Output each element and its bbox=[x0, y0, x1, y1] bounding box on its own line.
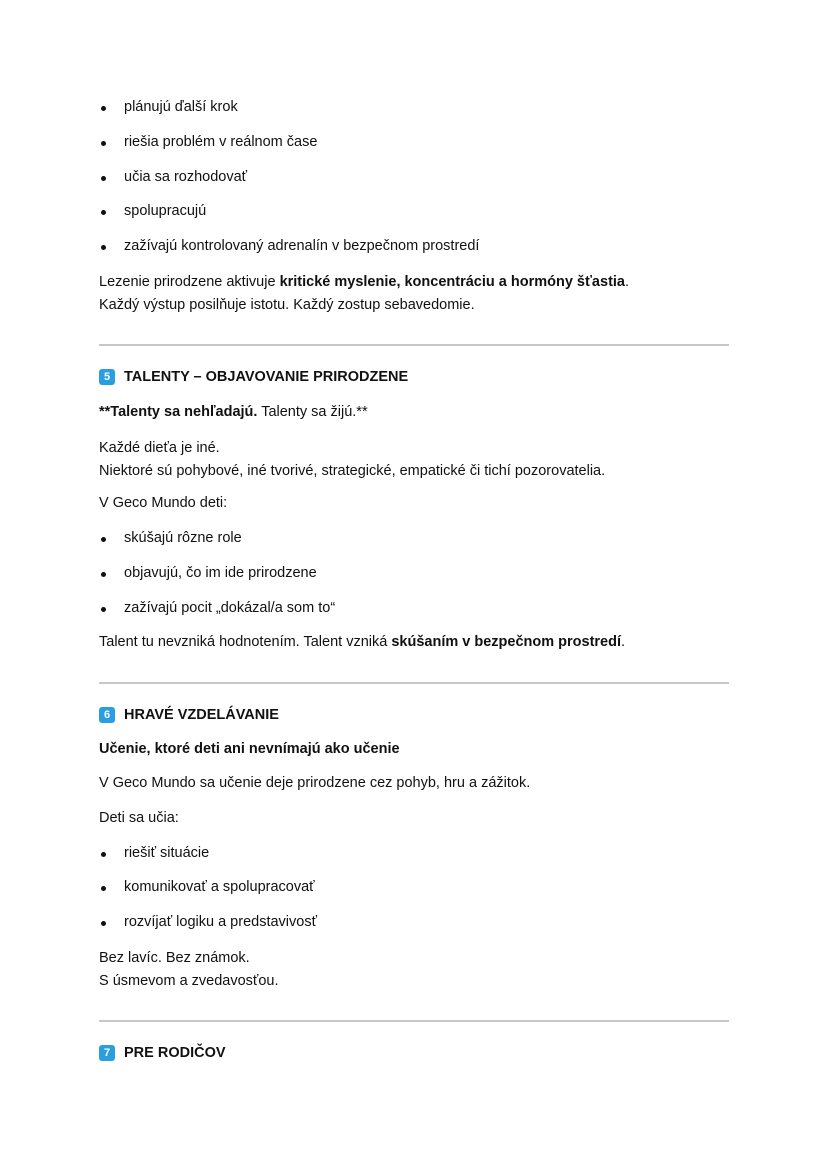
paragraph: V Geco Mundo sa učenie deje prirodzene cez pohyb, hru a zážitok. bbox=[99, 775, 531, 791]
section5-closing bbox=[99, 634, 625, 650]
section-title: TALENTY – OBJAVOVANIE PRIRODZENE bbox=[124, 369, 409, 385]
section-heading bbox=[99, 707, 279, 723]
text-run: Talenty sa žijú.** bbox=[257, 404, 368, 420]
emphasis: Učenie, ktoré deti ani nevnímajú ako učenie bbox=[99, 741, 400, 757]
list-item: plánujú ďalší krok bbox=[124, 99, 238, 115]
number-6-icon: 6 bbox=[99, 707, 115, 723]
list-item: zažívajú pocit „dokázal/a som to“ bbox=[124, 600, 336, 616]
section6-closing bbox=[99, 947, 279, 993]
divider bbox=[99, 344, 729, 346]
divider bbox=[99, 682, 729, 684]
paragraph-line: Niektoré sú pohybové, iné tvorivé, strategické, empatické či tichí pozorovatelia. bbox=[99, 463, 606, 479]
closing-line: S úsmevom a zvedavosťou. bbox=[99, 973, 279, 989]
paragraph-line: Každé dieťa je iné. bbox=[99, 440, 220, 456]
section-heading bbox=[99, 1045, 226, 1061]
section-tagline bbox=[99, 404, 368, 420]
section-title: HRAVÉ VZDELÁVANIE bbox=[124, 707, 279, 723]
section4-closing bbox=[99, 271, 629, 317]
list-item: objavujú, čo im ide prirodzene bbox=[124, 565, 317, 581]
divider bbox=[99, 1020, 729, 1022]
section-title: PRE RODIČOV bbox=[124, 1045, 226, 1061]
closing-line: Každý výstup posilňuje istotu. Každý zostup sebavedomie. bbox=[99, 297, 475, 313]
list-item: učia sa rozhodovať bbox=[124, 169, 248, 185]
list-item: spolupracujú bbox=[124, 203, 207, 219]
list-item: riešiť situácie bbox=[124, 845, 210, 861]
number-7-icon: 7 bbox=[99, 1045, 115, 1061]
list-item: zažívajú kontrolovaný adrenalín v bezpečnom prostredí bbox=[124, 238, 480, 254]
section-tagline bbox=[99, 741, 400, 757]
closing-line bbox=[99, 271, 629, 294]
list-item: komunikovať a spolupracovať bbox=[124, 879, 315, 895]
paragraph: Deti sa učia: bbox=[99, 810, 179, 826]
list-item: rozvíjať logiku a predstavivosť bbox=[124, 914, 318, 930]
paragraph bbox=[99, 437, 605, 483]
section-heading bbox=[99, 369, 408, 385]
closing-line: Bez lavíc. Bez známok. bbox=[99, 950, 250, 966]
paragraph: V Geco Mundo deti: bbox=[99, 495, 228, 511]
emphasis: skúšaním v bezpečnom prostredí bbox=[391, 634, 621, 650]
list-item: riešia problém v reálnom čase bbox=[124, 134, 318, 150]
text-run: Talent tu nevzniká hodnotením. Talent vzniká bbox=[99, 634, 392, 650]
emphasis: kritické myslenie, koncentráciu a hormóny šťastia bbox=[279, 274, 625, 290]
emphasis: **Talenty sa nehľadajú. bbox=[99, 404, 258, 420]
number-5-icon: 5 bbox=[99, 369, 115, 385]
text-run: . bbox=[625, 274, 630, 290]
list-item: skúšajú rôzne role bbox=[124, 530, 242, 546]
text-run: . bbox=[621, 634, 626, 650]
text-run: Lezenie prirodzene aktivuje bbox=[99, 274, 280, 290]
